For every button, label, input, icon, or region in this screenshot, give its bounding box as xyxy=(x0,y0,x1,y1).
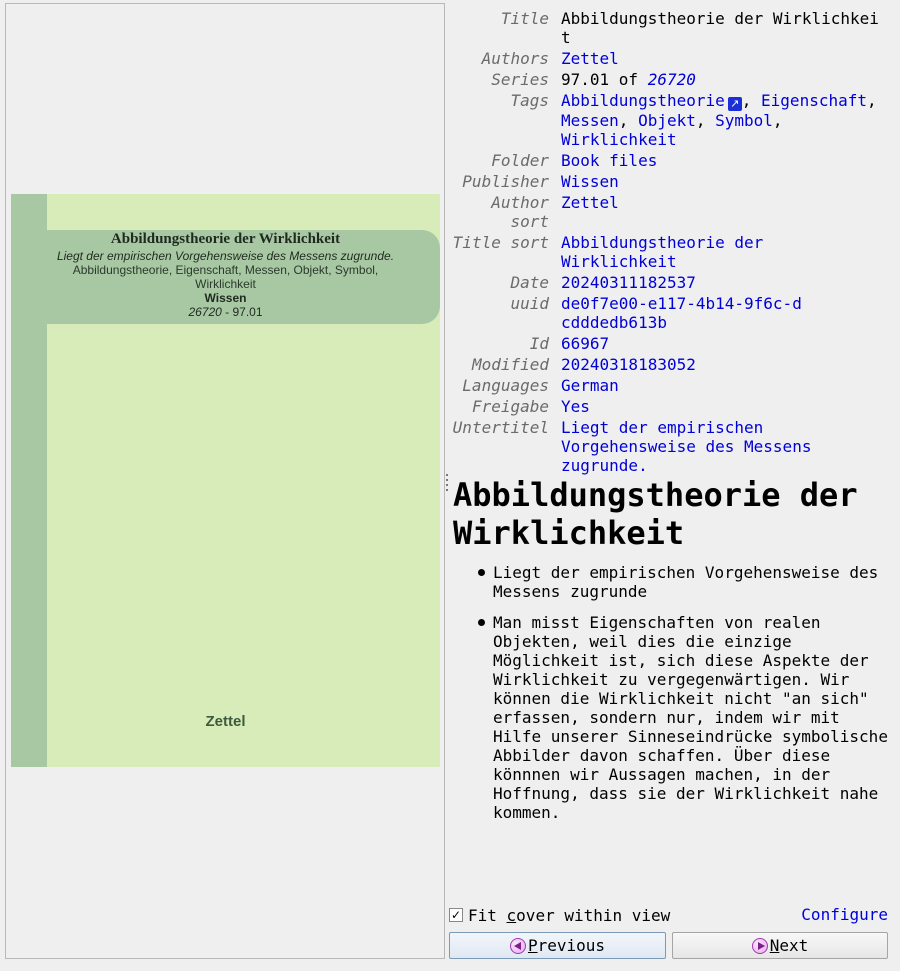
meta-row-languages xyxy=(449,376,894,395)
publisher-link[interactable]: Wissen xyxy=(561,172,619,191)
meta-row-modified xyxy=(449,355,894,374)
untertitel-link[interactable]: Liegt der empirischen Vorgehensweise des Messens zugrunde. xyxy=(561,418,812,475)
comments-heading: Abbildungstheorie der Wirklichkeit xyxy=(453,476,858,552)
meta-row-author-sort xyxy=(449,193,894,231)
cover-series-number: 26720 xyxy=(188,305,222,319)
fit-cover-label[interactable]: Fit cover within view xyxy=(468,906,671,925)
id-link[interactable]: 66967 xyxy=(561,334,610,353)
tag-link[interactable]: Messen xyxy=(561,111,619,130)
tag-link[interactable]: Eigenschaft xyxy=(761,91,867,110)
meta-row-folder xyxy=(449,151,894,170)
meta-label: Untertitel xyxy=(452,418,549,437)
meta-label: Authors xyxy=(481,49,549,68)
meta-label: uuid xyxy=(510,294,549,313)
meta-label: Modified xyxy=(471,355,549,374)
next-button[interactable] xyxy=(672,932,888,959)
meta-label: Folder xyxy=(491,151,549,170)
title-sort-link[interactable]: Abbildungstheorie der Wirklichkeit xyxy=(561,233,764,271)
comment-item: Man misst Eigenschaften von realen Objekten, weil dies die einzige Möglichkeit ist, sich diese Aspekte der Wirklichkeit zu vergegenwärtigen. Wir können die Wirklichkeit nicht "an sich" erfassen, sondern nur, indem wir mit Hilfe unserer Sinneseindrücke symbolische Abbilder davon schaffen. Über diese könnnen wir Aussagen machen, in der Hoffnung, dass sie der Wirklichkeit nahe kommen. xyxy=(493,613,888,822)
cover-pane[interactable] xyxy=(5,3,445,959)
meta-row-freigabe xyxy=(449,397,894,416)
pane-splitter-handle[interactable] xyxy=(445,474,449,498)
series-index: 97.01 of xyxy=(561,70,648,89)
book-cover[interactable] xyxy=(11,194,440,767)
series-link[interactable]: 26720 xyxy=(647,70,696,89)
cover-title: Abbildungstheorie der Wirklichkeit xyxy=(110,231,341,247)
meta-label: Date xyxy=(510,273,549,292)
meta-label: Title xyxy=(500,9,549,28)
meta-label: Series xyxy=(491,70,549,89)
cover-publisher: Wissen xyxy=(204,291,247,305)
previous-button[interactable] xyxy=(449,932,666,959)
meta-label: Freigabe xyxy=(471,397,549,416)
previous-arrow-icon xyxy=(510,938,526,954)
fit-cover-checkbox[interactable]: ✓ xyxy=(450,908,462,922)
meta-title-value: Abbildungstheorie der Wirklichkeit xyxy=(561,9,879,47)
meta-label: Id xyxy=(529,334,549,353)
comments-list xyxy=(493,563,888,834)
meta-label: Tags xyxy=(510,91,549,110)
meta-label: Publisher xyxy=(462,172,549,191)
folder-link[interactable]: Book files xyxy=(561,151,658,170)
meta-row-id xyxy=(449,334,894,353)
meta-row-series xyxy=(449,70,894,89)
tag-link[interactable]: Abbildungstheorie xyxy=(561,91,725,110)
cover-spine xyxy=(11,194,47,767)
author-sort-link[interactable]: Zettel xyxy=(561,193,619,212)
cover-series xyxy=(47,305,404,319)
meta-label: Languages xyxy=(462,376,549,395)
next-arrow-icon xyxy=(752,938,768,954)
meta-row-title-sort xyxy=(449,233,894,271)
meta-row-uuid xyxy=(449,294,894,332)
language-link[interactable]: German xyxy=(561,376,619,395)
uuid-link[interactable]: de0f7e00-e117-4b14-9f6c-dcdddedb613b xyxy=(561,294,802,332)
meta-row-authors xyxy=(449,49,894,68)
cover-tags: Abbildungstheorie, Eigenschaft, Messen, Objekt, Symbol, Wirklichkeit xyxy=(72,263,379,291)
date-link[interactable]: 20240311182537 xyxy=(561,273,696,292)
meta-row-title xyxy=(449,9,894,47)
cover-subtitle: Liegt der empirischen Vorgehensweise des Messens zugrunde. xyxy=(56,249,395,263)
metadata-table xyxy=(449,9,894,477)
configure-link[interactable]: Configure xyxy=(801,905,888,924)
previous-button-label: Previous xyxy=(527,936,606,955)
cover-series-index: - 97.01 xyxy=(221,305,263,319)
external-link-icon[interactable]: ↗ xyxy=(728,97,742,111)
meta-row-publisher xyxy=(449,172,894,191)
tag-link[interactable]: Wirklichkeit xyxy=(561,130,677,149)
fit-cover-row xyxy=(449,906,889,926)
tag-link[interactable]: Objekt xyxy=(638,111,696,130)
meta-label: Author sort xyxy=(491,193,549,231)
comment-item: Liegt der empirischen Vorgehensweise des Messens zugrunde xyxy=(493,563,888,601)
modified-link[interactable]: 20240318183052 xyxy=(561,355,696,374)
meta-row-untertitel xyxy=(449,418,894,475)
tag-link[interactable]: Symbol xyxy=(715,111,773,130)
meta-row-date xyxy=(449,273,894,292)
meta-label: Title sort xyxy=(452,233,549,252)
cover-author: Zettel xyxy=(205,713,246,730)
freigabe-link[interactable]: Yes xyxy=(561,397,590,416)
next-button-label: Next xyxy=(769,936,809,955)
author-link[interactable]: Zettel xyxy=(561,49,619,68)
meta-row-tags: Tags Abbildungstheorie ↗ , Eigenschaft, Messen, Objekt, Symbol, Wirklichkeit xyxy=(449,91,894,149)
